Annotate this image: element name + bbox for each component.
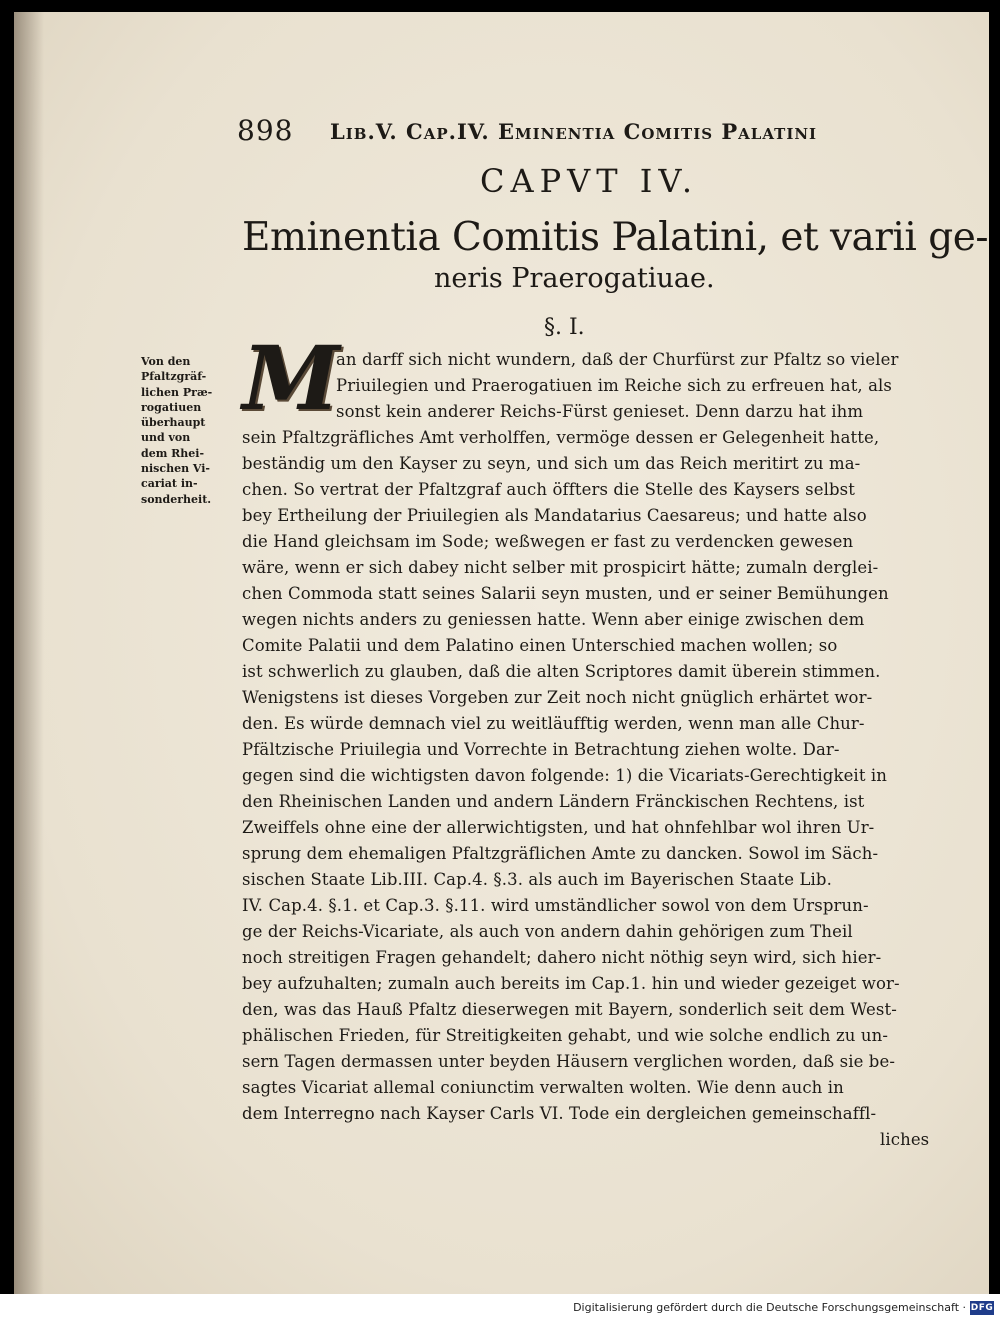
- body-line: IV. Cap.4. §.1. et Cap.3. §.11. wird umständlicher sowol von dem Ursprun-: [242, 896, 869, 915]
- chapter-title-line-2: neris Praerogatiuae.: [434, 263, 715, 294]
- body-line: sischen Staate Lib.III. Cap.4. §.3. als auch im Bayerischen Staate Lib.: [242, 870, 832, 889]
- body-line: sein Pfaltzgräfliches Amt verholffen, vermöge dessen er Gelegenheit hatte,: [242, 428, 880, 447]
- marginal-note-line: lichen Præ-: [141, 385, 213, 399]
- marginal-note-line: cariat in-: [141, 477, 198, 491]
- body-line: Comite Palatii und dem Palatino einen Unterschied machen wollen; so: [242, 636, 838, 655]
- body-line: sonst kein anderer Reichs-Fürst genieset. Denn darzu hat ihm: [336, 402, 864, 421]
- body-line: wegen nichts anders zu geniessen hatte. Wenn aber einige zwischen dem: [242, 610, 865, 629]
- body-line: wäre, wenn er sich dabey nicht selber mit prospicirt hätte; zumaln derglei-: [242, 558, 879, 577]
- body-line: an darff sich nicht wundern, daß der Churfürst zur Pfaltz so vieler: [336, 350, 899, 369]
- running-title: Lib.V. Cap.IV. Eminentia Comitis Palatini: [330, 119, 818, 144]
- digitization-credit: Digitalisierung gefördert durch die Deutsche Forschungsgemeinschaft ·: [573, 1301, 966, 1314]
- marginal-note-line: und von: [141, 431, 191, 445]
- body-line: noch streitigen Fragen gehandelt; dahero nicht nöthig seyn wird, sich hier-: [242, 948, 882, 967]
- body-line: den. Es würde demnach viel zu weitläufftig werden, wenn man alle Chur-: [242, 714, 865, 733]
- body-line: Zweiffels ohne eine der allerwichtigsten, und hat ohnfehlbar wol ihren Ur-: [242, 818, 875, 837]
- marginal-note-line: rogatiuen: [141, 400, 202, 414]
- body-line: phälischen Frieden, für Streitigkeiten gehabt, und wie solche endlich zu un-: [242, 1026, 888, 1045]
- footer-band: [0, 1294, 1000, 1323]
- marginal-note-line: Pfaltzgräf-: [141, 370, 207, 384]
- body-line: den, was das Hauß Pfaltz dieserwegen mit Bayern, sonderlich seit dem West-: [242, 1000, 897, 1019]
- drop-cap-letter: M: [242, 326, 340, 430]
- body-line: sagtes Vicariat allemal coniunctim verwalten wolten. Wie denn auch in: [242, 1078, 844, 1097]
- body-line: sern Tagen dermassen unter beyden Häusern verglichen worden, daß sie be-: [242, 1052, 895, 1071]
- marginal-note-line: sonderheit.: [141, 492, 212, 506]
- chapter-heading: CAPVT IV.: [480, 162, 699, 200]
- marginal-note-line: überhaupt: [141, 416, 206, 430]
- body-line: gegen sind die wichtigsten davon folgende: 1) die Vicariats-Gerechtigkeit in: [242, 766, 887, 785]
- marginal-note-line: Von den: [141, 355, 191, 368]
- body-text: [14, 12, 989, 1294]
- body-line: chen. So vertrat der Pfaltzgraf auch öffters die Stelle des Kaysers selbst: [242, 480, 855, 499]
- body-line: chen Commoda statt seines Salarii seyn musten, und er seiner Bemühungen: [242, 584, 889, 603]
- body-line: sprung dem ehemaligen Pfaltzgräflichen Amte zu dancken. Sowol im Säch-: [242, 844, 879, 863]
- body-line: dem Interregno nach Kayser Carls VI. Tode ein dergleichen gemeinschaffl-: [242, 1104, 877, 1123]
- body-line: bey Ertheilung der Priuilegien als Mandatarius Caesareus; und hatte also: [242, 506, 867, 525]
- page-number: 898: [237, 114, 294, 147]
- body-line: Pfältzische Priuilegia und Vorrechte in Betrachtung ziehen wolte. Dar-: [242, 740, 840, 759]
- body-line: die Hand gleichsam im Sode; weßwegen er fast zu verdencken gewesen: [242, 532, 854, 551]
- book-page: [14, 12, 989, 1294]
- section-mark: §. I.: [544, 315, 585, 340]
- chapter-title-line-1: Eminentia Comitis Palatini, et varii ge-: [242, 215, 989, 260]
- body-line: den Rheinischen Landen und andern Ländern Fränckischen Rechtens, ist: [242, 792, 865, 811]
- dfg-logo-icon: DFG: [970, 1303, 994, 1313]
- body-line: beständig um den Kayser zu seyn, und sich um das Reich meritirt zu ma-: [242, 454, 861, 473]
- body-line: Wenigstens ist dieses Vorgeben zur Zeit noch nicht gnüglich erhärtet wor-: [242, 688, 873, 707]
- body-line: Priuilegien und Praerogatiuen im Reiche sich zu erfreuen hat, als: [336, 376, 893, 395]
- body-line: bey aufzuhalten; zumaln auch bereits im Cap.1. hin und wieder gezeiget wor-: [242, 974, 900, 993]
- catchword: liches: [880, 1130, 930, 1149]
- body-line: ge der Reichs-Vicariate, als auch von andern dahin gehörigen zum Theil: [242, 922, 853, 941]
- body-line: ist schwerlich zu glauben, daß die alten Scriptores damit überein stimmen.: [242, 662, 881, 681]
- marginal-note-line: dem Rhei-: [141, 446, 205, 460]
- marginal-note-line: nischen Vi-: [141, 462, 210, 476]
